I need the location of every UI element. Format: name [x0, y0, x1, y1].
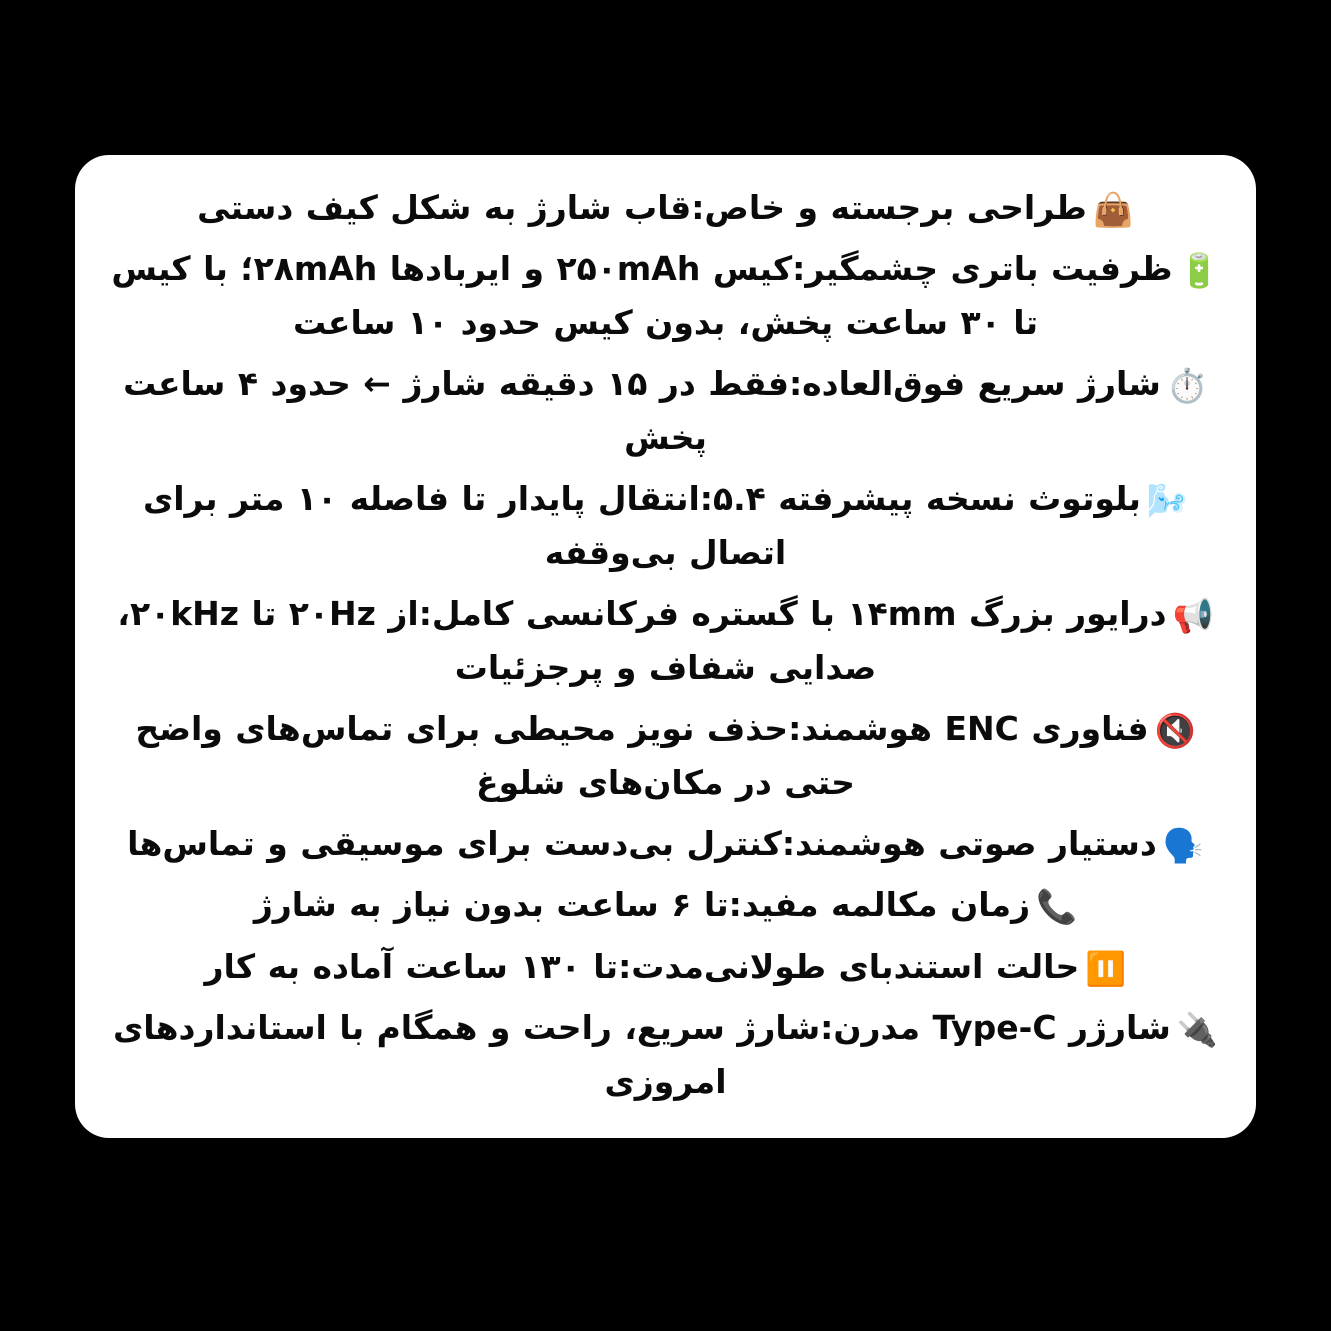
feature-value: انتقال پایدار تا فاصله ۱۰ متر برای اتصال بی‌وقفه: [142, 479, 787, 572]
feature-value: تا ۱۳۰ ساعت آماده به کار: [204, 946, 619, 986]
feature-list: [101, 181, 1230, 1108]
wind-icon: 🌬️: [1146, 481, 1188, 521]
feature-label: حالت استندبای طولانی‌مدت: [631, 946, 1080, 986]
feature-value: از ۲۰Hz تا ۲۰kHz، صدایی شفاف و پرجزئیات: [117, 594, 877, 687]
feature-separator: :: [418, 594, 432, 634]
list-item: [101, 878, 1230, 931]
feature-label: شارژر Type-C مدرن: [833, 1008, 1171, 1048]
feature-separator: :: [781, 823, 796, 863]
list-item: [101, 242, 1230, 349]
loudspeaker-icon: 📢: [1172, 596, 1214, 636]
feature-card: [75, 155, 1256, 1138]
electric-plug-icon: 🔌: [1176, 1010, 1218, 1050]
feature-value: تا ۶ ساعت بدون نیاز به شارژ: [253, 885, 729, 925]
feature-label: دستیار صوتی هوشمند: [795, 823, 1157, 863]
list-item: [101, 1001, 1230, 1108]
feature-separator: :: [788, 709, 802, 749]
feature-value: کنترل بی‌دست برای موسیقی و تماس‌ها: [127, 823, 782, 863]
list-item: [101, 702, 1230, 809]
feature-value: فقط در ۱۵ دقیقه شارژ ← حدود ۴ ساعت پخش: [123, 364, 789, 457]
feature-label: ظرفیت باتری چشمگیر: [805, 249, 1173, 289]
feature-separator: :: [699, 479, 713, 519]
pause-button-icon: ⏸️: [1085, 948, 1127, 988]
feature-label: زمان مکالمه مفید: [741, 885, 1031, 925]
list-item: [101, 181, 1230, 234]
feature-separator: :: [618, 946, 632, 986]
feature-label: فناوری ENC هوشمند: [801, 709, 1149, 749]
feature-separator: :: [691, 188, 705, 227]
list-item: [101, 940, 1230, 993]
battery-icon: 🔋: [1178, 251, 1220, 291]
feature-value: قاب شارژ به شکل کیف دستی: [197, 188, 692, 227]
feature-separator: :: [820, 1008, 834, 1048]
mute-prohibited-icon: 🔇: [1154, 711, 1196, 751]
speaking-head-icon: 🗣️: [1162, 825, 1204, 865]
list-item: [101, 472, 1230, 579]
feature-label: بلوتوث نسخه پیشرفته ۵.۴: [712, 479, 1141, 519]
feature-value: کیس ۲۵۰mAh و ایربادها ۲۸mAh؛ با کیس تا ۳۰ ساعت پخش، بدون کیس حدود ۱۰ ساعت: [111, 249, 1039, 342]
feature-separator: :: [792, 249, 806, 289]
feature-label: شارژ سریع فوق‌العاده: [802, 364, 1161, 404]
telephone-receiver-icon: 📞: [1036, 887, 1078, 927]
feature-value: شارژ سریع، راحت و همگام با استانداردهای امروزی: [113, 1008, 821, 1101]
handbag-icon: 👜: [1092, 190, 1134, 229]
list-item: [101, 817, 1230, 870]
stopwatch-icon: ⏱️: [1166, 366, 1208, 406]
feature-label: درایور بزرگ ۱۴mm با گستره فرکانسی کامل: [431, 594, 1167, 634]
feature-separator: :: [728, 885, 742, 925]
list-item: [101, 587, 1230, 694]
feature-separator: :: [788, 364, 803, 404]
feature-value: حذف نویز محیطی برای تماس‌های واضح حتی در مکان‌های شلوغ: [135, 709, 855, 802]
list-item: [101, 357, 1230, 464]
feature-label: طراحی برجسته و خاص: [704, 188, 1087, 227]
